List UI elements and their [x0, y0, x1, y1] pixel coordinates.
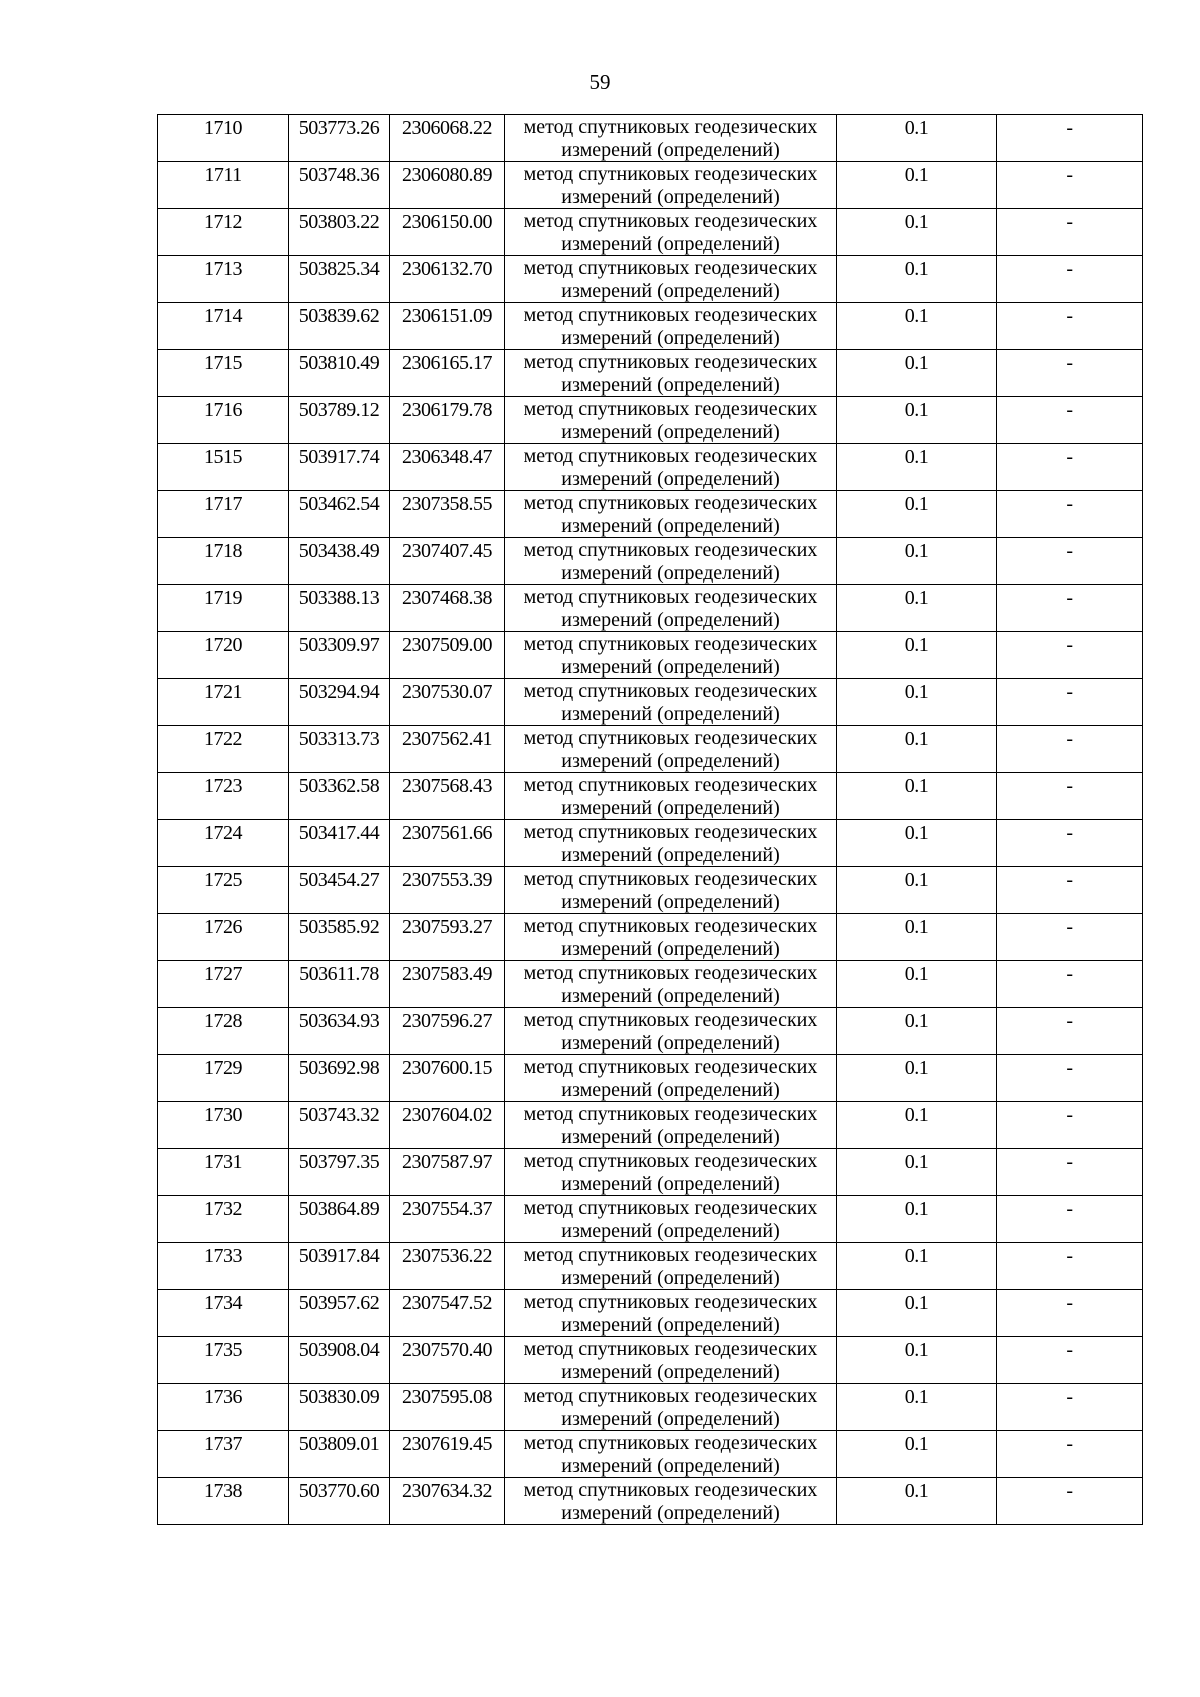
note-cell: -: [997, 256, 1143, 303]
point-cell: 1727: [158, 961, 289, 1008]
method-cell: метод спутниковых геодезических измерений (определений): [505, 538, 837, 585]
page-number: 59: [589, 70, 611, 94]
note-cell: -: [997, 820, 1143, 867]
note-cell: -: [997, 1102, 1143, 1149]
table-row: [158, 1055, 1143, 1102]
method-cell: метод спутниковых геодезических измерений (определений): [505, 350, 837, 397]
y-coordinate-cell: 2307547.52: [390, 1290, 505, 1337]
precision-cell: 0.1: [837, 115, 997, 162]
note-cell: -: [997, 1149, 1143, 1196]
precision-cell: 0.1: [837, 1055, 997, 1102]
method-cell: метод спутниковых геодезических измерений (определений): [505, 820, 837, 867]
note-cell: -: [997, 1384, 1143, 1431]
table-row: [158, 726, 1143, 773]
method-cell: метод спутниковых геодезических измерений (определений): [505, 1149, 837, 1196]
method-cell: метод спутниковых геодезических измерений (определений): [505, 1337, 837, 1384]
precision-cell: 0.1: [837, 679, 997, 726]
x-coordinate-cell: 503917.84: [289, 1243, 390, 1290]
y-coordinate-cell: 2306150.00: [390, 209, 505, 256]
precision-cell: 0.1: [837, 820, 997, 867]
x-coordinate-cell: 503773.26: [289, 115, 390, 162]
table-row: [158, 350, 1143, 397]
x-coordinate-cell: 503313.73: [289, 726, 390, 773]
table-row: [158, 773, 1143, 820]
point-cell: 1716: [158, 397, 289, 444]
y-coordinate-cell: 2306132.70: [390, 256, 505, 303]
coordinates-table: [157, 114, 1143, 1525]
table-row: [158, 397, 1143, 444]
method-cell: метод спутниковых геодезических измерений (определений): [505, 1431, 837, 1478]
point-cell: 1721: [158, 679, 289, 726]
point-cell: 1712: [158, 209, 289, 256]
table-row: [158, 1337, 1143, 1384]
method-cell: метод спутниковых геодезических измерений (определений): [505, 209, 837, 256]
note-cell: -: [997, 209, 1143, 256]
y-coordinate-cell: 2307570.40: [390, 1337, 505, 1384]
point-cell: 1724: [158, 820, 289, 867]
precision-cell: 0.1: [837, 1478, 997, 1525]
note-cell: -: [997, 679, 1143, 726]
method-cell: метод спутниковых геодезических измерений (определений): [505, 867, 837, 914]
method-cell: метод спутниковых геодезических измерений (определений): [505, 115, 837, 162]
method-cell: метод спутниковых геодезических измерений (определений): [505, 1102, 837, 1149]
note-cell: -: [997, 1243, 1143, 1290]
table-row: [158, 1243, 1143, 1290]
table-row: [158, 538, 1143, 585]
precision-cell: 0.1: [837, 1431, 997, 1478]
table-row: [158, 1008, 1143, 1055]
precision-cell: 0.1: [837, 1290, 997, 1337]
point-cell: 1720: [158, 632, 289, 679]
table-row: [158, 961, 1143, 1008]
x-coordinate-cell: 503454.27: [289, 867, 390, 914]
x-coordinate-cell: 503692.98: [289, 1055, 390, 1102]
point-cell: 1735: [158, 1337, 289, 1384]
method-cell: метод спутниковых геодезических измерений (определений): [505, 914, 837, 961]
point-cell: 1737: [158, 1431, 289, 1478]
note-cell: -: [997, 162, 1143, 209]
point-cell: 1733: [158, 1243, 289, 1290]
x-coordinate-cell: 503585.92: [289, 914, 390, 961]
method-cell: метод спутниковых геодезических измерений (определений): [505, 256, 837, 303]
precision-cell: 0.1: [837, 1196, 997, 1243]
precision-cell: 0.1: [837, 1243, 997, 1290]
y-coordinate-cell: 2307536.22: [390, 1243, 505, 1290]
x-coordinate-cell: 503362.58: [289, 773, 390, 820]
method-cell: метод спутниковых геодезических измерений (определений): [505, 162, 837, 209]
point-cell: 1718: [158, 538, 289, 585]
precision-cell: 0.1: [837, 632, 997, 679]
y-coordinate-cell: 2307530.07: [390, 679, 505, 726]
method-cell: метод спутниковых геодезических измерений (определений): [505, 303, 837, 350]
table-row: [158, 256, 1143, 303]
method-cell: метод спутниковых геодезических измерений (определений): [505, 1196, 837, 1243]
x-coordinate-cell: 503417.44: [289, 820, 390, 867]
precision-cell: 0.1: [837, 397, 997, 444]
note-cell: -: [997, 538, 1143, 585]
method-cell: метод спутниковых геодезических измерений (определений): [505, 679, 837, 726]
precision-cell: 0.1: [837, 538, 997, 585]
point-cell: 1715: [158, 350, 289, 397]
x-coordinate-cell: 503810.49: [289, 350, 390, 397]
point-cell: 1722: [158, 726, 289, 773]
y-coordinate-cell: 2307595.08: [390, 1384, 505, 1431]
x-coordinate-cell: 503803.22: [289, 209, 390, 256]
table-row: [158, 1431, 1143, 1478]
note-cell: -: [997, 1290, 1143, 1337]
precision-cell: 0.1: [837, 726, 997, 773]
point-cell: 1736: [158, 1384, 289, 1431]
note-cell: -: [997, 1196, 1143, 1243]
point-cell: 1732: [158, 1196, 289, 1243]
x-coordinate-cell: 503294.94: [289, 679, 390, 726]
table-row: [158, 679, 1143, 726]
method-cell: метод спутниковых геодезических измерений (определений): [505, 491, 837, 538]
method-cell: метод спутниковых геодезических измерений (определений): [505, 773, 837, 820]
note-cell: -: [997, 867, 1143, 914]
x-coordinate-cell: 503809.01: [289, 1431, 390, 1478]
table-row: [158, 1196, 1143, 1243]
x-coordinate-cell: 503917.74: [289, 444, 390, 491]
y-coordinate-cell: 2306080.89: [390, 162, 505, 209]
note-cell: -: [997, 115, 1143, 162]
precision-cell: 0.1: [837, 350, 997, 397]
y-coordinate-cell: 2307509.00: [390, 632, 505, 679]
precision-cell: 0.1: [837, 773, 997, 820]
y-coordinate-cell: 2307468.38: [390, 585, 505, 632]
y-coordinate-cell: 2307604.02: [390, 1102, 505, 1149]
x-coordinate-cell: 503388.13: [289, 585, 390, 632]
x-coordinate-cell: 503611.78: [289, 961, 390, 1008]
note-cell: -: [997, 444, 1143, 491]
precision-cell: 0.1: [837, 585, 997, 632]
point-cell: 1723: [158, 773, 289, 820]
y-coordinate-cell: 2306068.22: [390, 115, 505, 162]
y-coordinate-cell: 2306151.09: [390, 303, 505, 350]
note-cell: -: [997, 585, 1143, 632]
x-coordinate-cell: 503634.93: [289, 1008, 390, 1055]
note-cell: -: [997, 350, 1143, 397]
precision-cell: 0.1: [837, 1384, 997, 1431]
note-cell: -: [997, 961, 1143, 1008]
precision-cell: 0.1: [837, 961, 997, 1008]
y-coordinate-cell: 2307562.41: [390, 726, 505, 773]
method-cell: метод спутниковых геодезических измерений (определений): [505, 1055, 837, 1102]
y-coordinate-cell: 2306179.78: [390, 397, 505, 444]
note-cell: -: [997, 1008, 1143, 1055]
y-coordinate-cell: 2307587.97: [390, 1149, 505, 1196]
x-coordinate-cell: 503825.34: [289, 256, 390, 303]
precision-cell: 0.1: [837, 867, 997, 914]
x-coordinate-cell: 503957.62: [289, 1290, 390, 1337]
note-cell: -: [997, 1055, 1143, 1102]
point-cell: 1710: [158, 115, 289, 162]
table-body: [158, 115, 1143, 1525]
point-cell: 1729: [158, 1055, 289, 1102]
precision-cell: 0.1: [837, 444, 997, 491]
note-cell: -: [997, 773, 1143, 820]
precision-cell: 0.1: [837, 303, 997, 350]
note-cell: -: [997, 1337, 1143, 1384]
y-coordinate-cell: 2307407.45: [390, 538, 505, 585]
table-row: [158, 914, 1143, 961]
y-coordinate-cell: 2307619.45: [390, 1431, 505, 1478]
y-coordinate-cell: 2307554.37: [390, 1196, 505, 1243]
y-coordinate-cell: 2307634.32: [390, 1478, 505, 1525]
method-cell: метод спутниковых геодезических измерений (определений): [505, 444, 837, 491]
point-cell: 1728: [158, 1008, 289, 1055]
method-cell: метод спутниковых геодезических измерений (определений): [505, 726, 837, 773]
y-coordinate-cell: 2306348.47: [390, 444, 505, 491]
point-cell: 1713: [158, 256, 289, 303]
table-row: [158, 209, 1143, 256]
note-cell: -: [997, 303, 1143, 350]
x-coordinate-cell: 503770.60: [289, 1478, 390, 1525]
point-cell: 1515: [158, 444, 289, 491]
y-coordinate-cell: 2307596.27: [390, 1008, 505, 1055]
table-row: [158, 115, 1143, 162]
table-row: [158, 491, 1143, 538]
point-cell: 1725: [158, 867, 289, 914]
y-coordinate-cell: 2307583.49: [390, 961, 505, 1008]
note-cell: -: [997, 397, 1143, 444]
x-coordinate-cell: 503438.49: [289, 538, 390, 585]
note-cell: -: [997, 1431, 1143, 1478]
x-coordinate-cell: 503462.54: [289, 491, 390, 538]
method-cell: метод спутниковых геодезических измерений (определений): [505, 961, 837, 1008]
precision-cell: 0.1: [837, 491, 997, 538]
point-cell: 1731: [158, 1149, 289, 1196]
point-cell: 1734: [158, 1290, 289, 1337]
table-row: [158, 1478, 1143, 1525]
y-coordinate-cell: 2307568.43: [390, 773, 505, 820]
point-cell: 1711: [158, 162, 289, 209]
table-row: [158, 1149, 1143, 1196]
x-coordinate-cell: 503748.36: [289, 162, 390, 209]
table-row: [158, 1102, 1143, 1149]
y-coordinate-cell: 2307358.55: [390, 491, 505, 538]
point-cell: 1738: [158, 1478, 289, 1525]
x-coordinate-cell: 503797.35: [289, 1149, 390, 1196]
y-coordinate-cell: 2307593.27: [390, 914, 505, 961]
table-row: [158, 162, 1143, 209]
x-coordinate-cell: 503864.89: [289, 1196, 390, 1243]
x-coordinate-cell: 503743.32: [289, 1102, 390, 1149]
note-cell: -: [997, 1478, 1143, 1525]
precision-cell: 0.1: [837, 256, 997, 303]
note-cell: -: [997, 726, 1143, 773]
precision-cell: 0.1: [837, 914, 997, 961]
method-cell: метод спутниковых геодезических измерений (определений): [505, 1478, 837, 1525]
x-coordinate-cell: 503309.97: [289, 632, 390, 679]
x-coordinate-cell: 503789.12: [289, 397, 390, 444]
table-row: [158, 632, 1143, 679]
point-cell: 1726: [158, 914, 289, 961]
point-cell: 1714: [158, 303, 289, 350]
precision-cell: 0.1: [837, 1102, 997, 1149]
method-cell: метод спутниковых геодезических измерений (определений): [505, 1384, 837, 1431]
x-coordinate-cell: 503830.09: [289, 1384, 390, 1431]
table-row: [158, 820, 1143, 867]
y-coordinate-cell: 2307561.66: [390, 820, 505, 867]
method-cell: метод спутниковых геодезических измерений (определений): [505, 1008, 837, 1055]
precision-cell: 0.1: [837, 209, 997, 256]
note-cell: -: [997, 914, 1143, 961]
note-cell: -: [997, 491, 1143, 538]
point-cell: 1730: [158, 1102, 289, 1149]
point-cell: 1717: [158, 491, 289, 538]
x-coordinate-cell: 503839.62: [289, 303, 390, 350]
precision-cell: 0.1: [837, 1149, 997, 1196]
table-row: [158, 1384, 1143, 1431]
precision-cell: 0.1: [837, 1008, 997, 1055]
precision-cell: 0.1: [837, 162, 997, 209]
table-row: [158, 585, 1143, 632]
y-coordinate-cell: 2307600.15: [390, 1055, 505, 1102]
method-cell: метод спутниковых геодезических измерений (определений): [505, 397, 837, 444]
method-cell: метод спутниковых геодезических измерений (определений): [505, 585, 837, 632]
y-coordinate-cell: 2306165.17: [390, 350, 505, 397]
table-row: [158, 867, 1143, 914]
method-cell: метод спутниковых геодезических измерений (определений): [505, 1290, 837, 1337]
y-coordinate-cell: 2307553.39: [390, 867, 505, 914]
table-row: [158, 303, 1143, 350]
method-cell: метод спутниковых геодезических измерений (определений): [505, 1243, 837, 1290]
note-cell: -: [997, 632, 1143, 679]
method-cell: метод спутниковых геодезических измерений (определений): [505, 632, 837, 679]
x-coordinate-cell: 503908.04: [289, 1337, 390, 1384]
point-cell: 1719: [158, 585, 289, 632]
table-row: [158, 1290, 1143, 1337]
table-row: [158, 444, 1143, 491]
precision-cell: 0.1: [837, 1337, 997, 1384]
